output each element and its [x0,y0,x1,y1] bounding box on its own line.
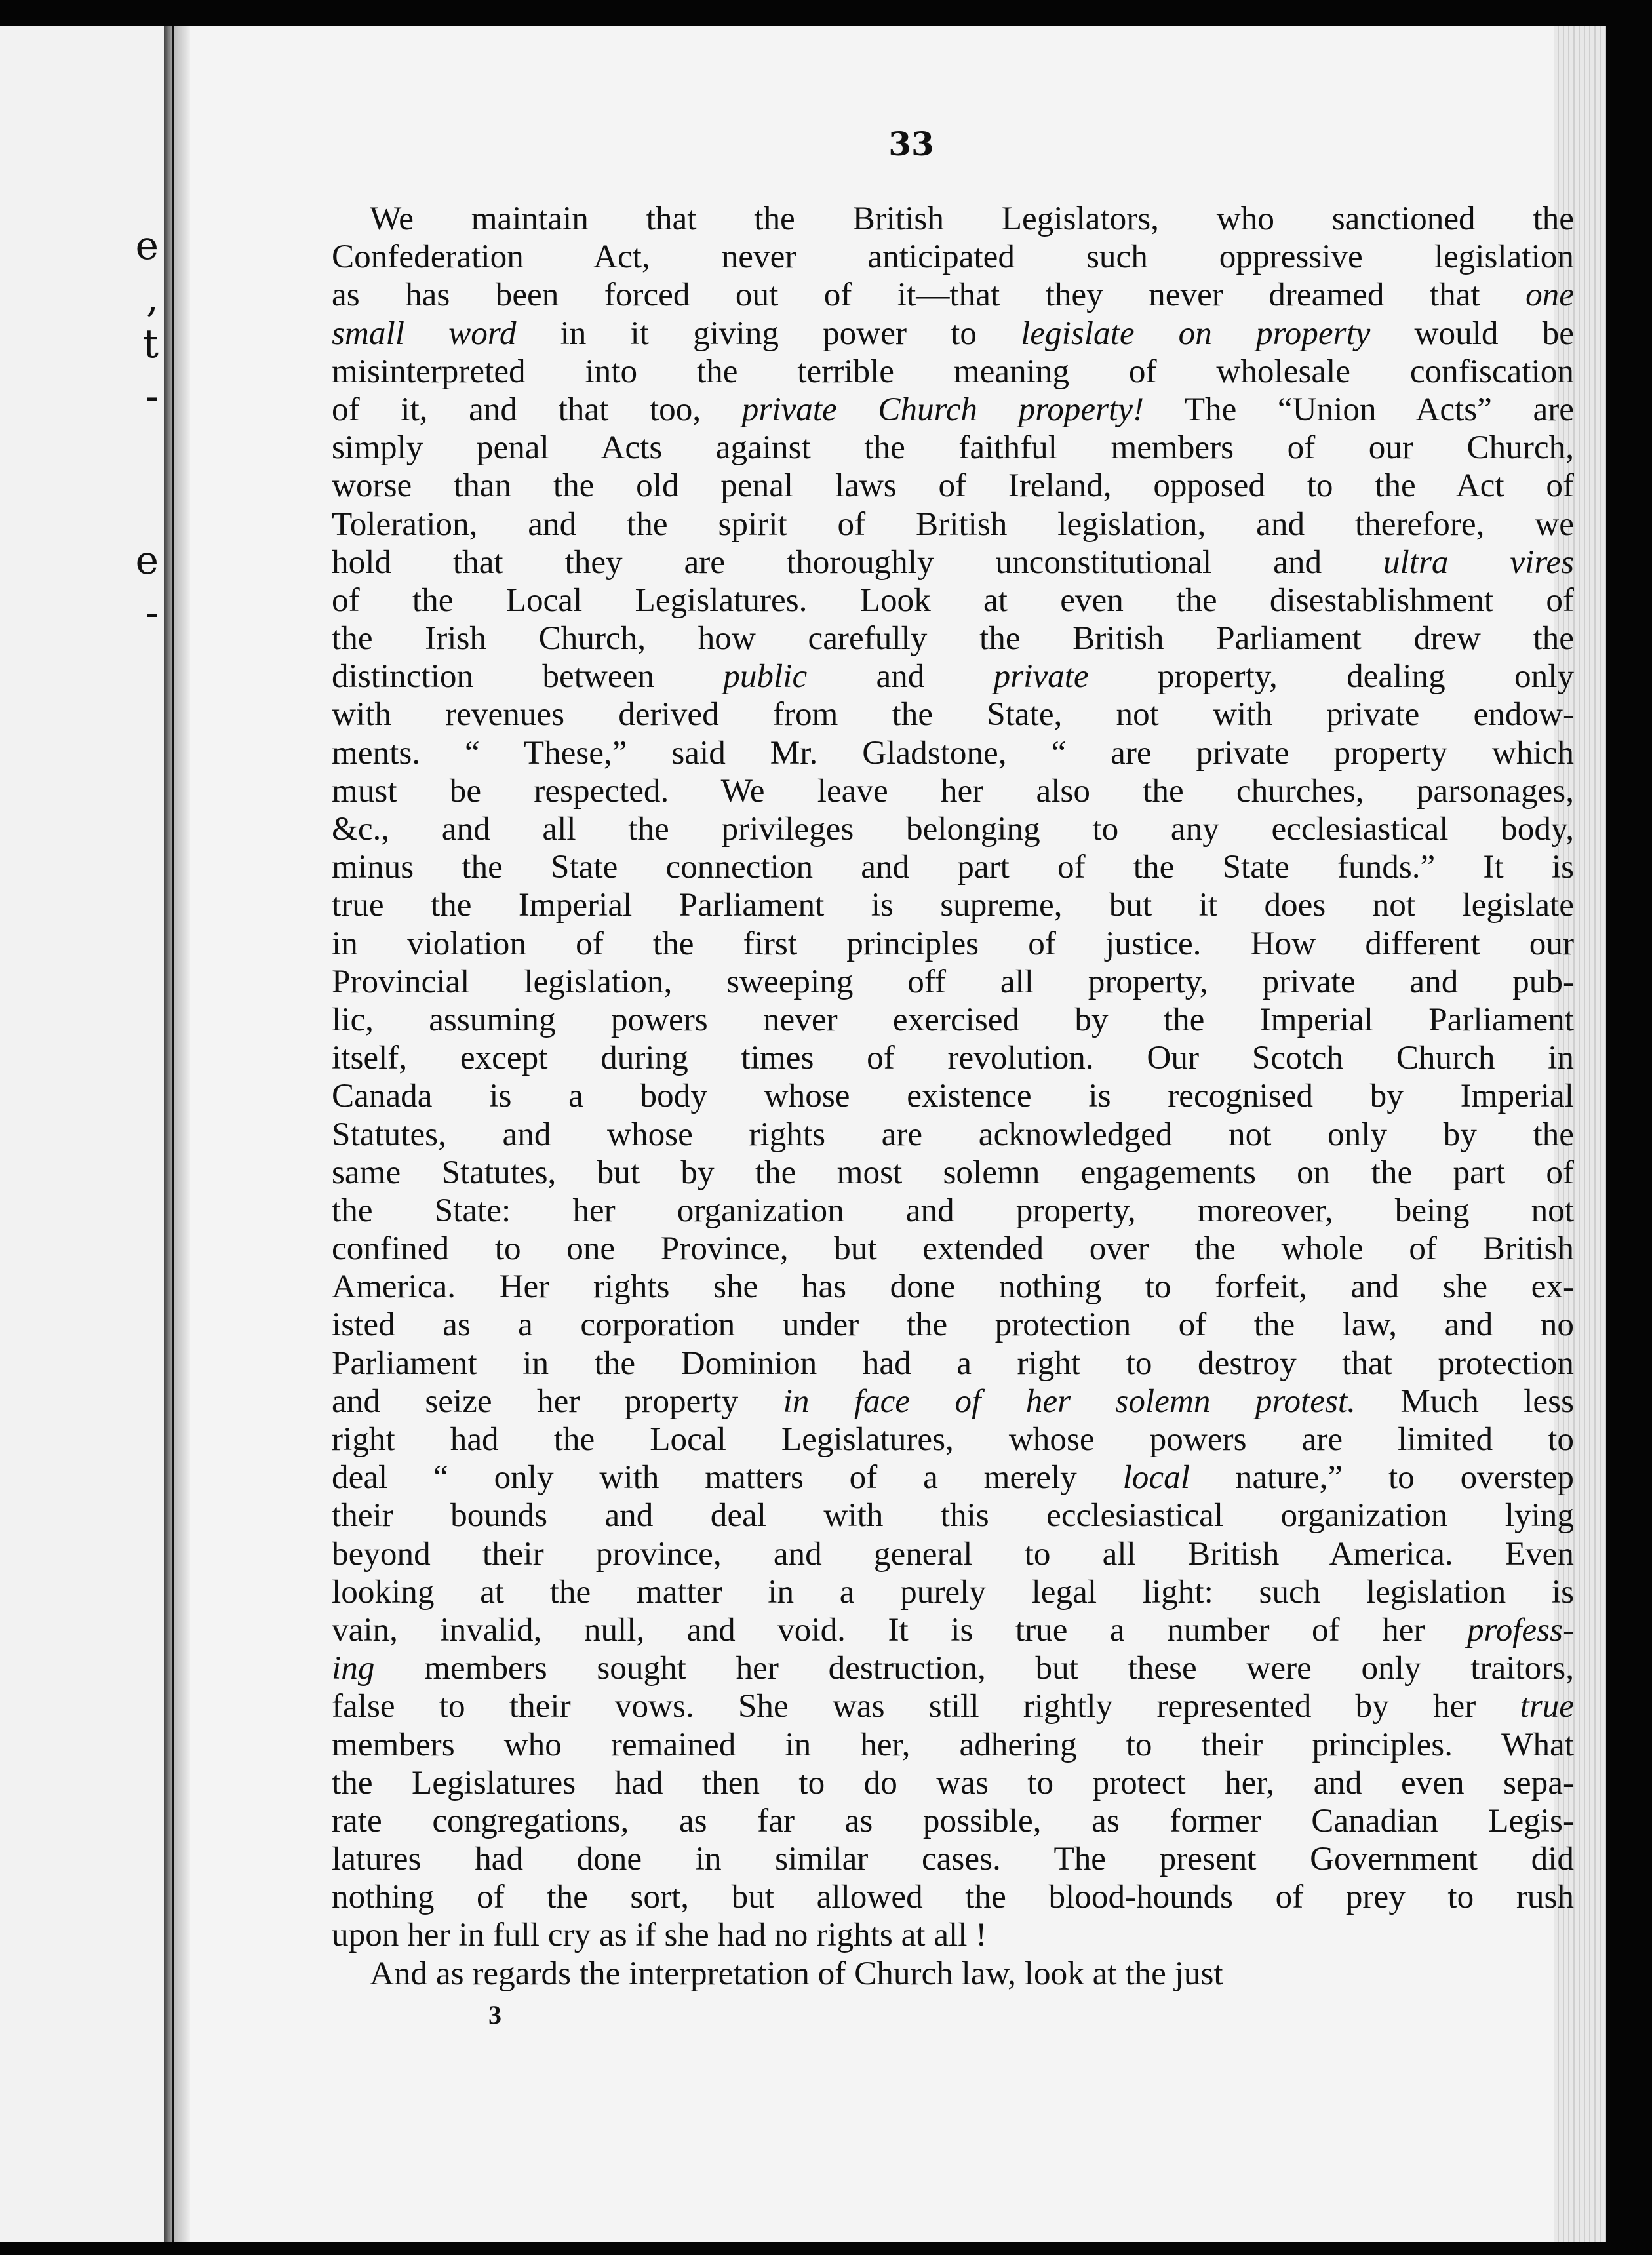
facing-page-marks [135,223,164,1141]
printer-signature-mark: 3 [488,2000,502,2030]
text-line [332,1535,1574,1573]
text-run: in violation of the first principles of justice. How different our [332,924,1574,962]
text-run: misinterpreted into the terrible meaning of wholesale confiscation [332,352,1574,390]
text-line [332,1687,1574,1725]
facing-page-mark: e [135,538,159,583]
text-line [332,200,1574,238]
text-line [332,1268,1574,1306]
text-run: ments. “ These,” said Mr. Gladstone, “ are private property which [332,734,1574,772]
italic-text: private Church property! [741,390,1145,428]
text-run: lic, assuming powers never exercised by the Imperial Parliament [332,1000,1574,1038]
text-line [332,1611,1574,1649]
italic-text: true [1520,1687,1574,1725]
text-run: We maintain that the British Legislators, who sanctioned the [370,200,1574,237]
text-run: and [807,657,994,696]
text-run: nothing of the sort, but allowed the blood-hounds of prey to rush [332,1878,1574,1916]
text-run: The “Union Acts” are [1144,390,1574,428]
italic-text: in face of her solemn protest. [783,1382,1356,1420]
text-run: worse than the old penal laws of Ireland, opposed to the Act of [332,467,1574,505]
facing-page-mark: - [145,374,159,420]
text-line [332,1382,1574,1421]
text-run: Toleration, and the spirit of British legislation, and therefore, we [332,505,1574,543]
text-line [332,505,1574,543]
page-number: 33 [888,125,934,163]
text-run: minus the State connection and part of the State funds.” It is [332,848,1574,886]
text-run: Provincial legislation, sweeping off all property, private and pub- [332,962,1574,1000]
text-run: confined to one Province, but extended over the whole of British [332,1230,1574,1268]
text-line [332,1421,1574,1459]
text-run: rate congregations, as far as possible, as former Canadian Legis- [332,1801,1574,1839]
italic-text: ultra vires [1383,543,1574,581]
text-line [332,1306,1574,1344]
text-line [332,1039,1574,1077]
text-line [332,1802,1574,1840]
text-run: same Statutes, but by the most solemn engagements on the part of [332,1153,1574,1191]
text-run: the State: her organization and property, moreover, being not [332,1191,1574,1229]
text-run: of the Local Legislatures. Look at even the disestablishment of [332,581,1574,619]
text-line [332,1840,1574,1878]
text-line [332,1726,1574,1764]
text-run: vain, invalid, null, and void. It is true a number of her [332,1611,1467,1649]
text-run: members sought her destruction, but these were only traitors, [374,1649,1574,1687]
text-run: Parliament in the Dominion had a right to destroy that protection [332,1344,1574,1382]
text-line [332,734,1574,772]
text-line [332,1916,1574,1954]
text-line [332,581,1574,619]
italic-text: private [993,657,1089,696]
text-run: simply penal Acts against the faithful members of our Church, [332,429,1574,467]
text-line [332,963,1574,1001]
text-run: Confederation Act, never anticipated such oppressive legislation [332,238,1574,276]
text-run: the Legislatures had then to do was to protect her, and even sepa- [332,1763,1574,1801]
text-line [332,391,1574,429]
binding-fold-line [172,26,174,2242]
text-run: Statutes, and whose rights are acknowledged not only by the [332,1115,1574,1153]
text-run: isted as a corporation under the protection of the law, and no [332,1306,1574,1344]
text-run: Canada is a body whose existence is recognised by Imperial [332,1077,1574,1115]
text-run: of it, and that too, [332,390,742,428]
text-line [332,1764,1574,1802]
facing-page-edge [0,26,166,2242]
text-line [332,1230,1574,1268]
text-line [332,1649,1574,1687]
text-run: nature,” to overstep [1189,1459,1574,1497]
binding-gutter [164,26,190,2242]
text-run: itself, except during times of revolution. Our Scotch Church in [332,1039,1574,1077]
text-line [332,810,1574,848]
text-line [332,429,1574,467]
text-line [332,1077,1574,1115]
italic-text: legislate on property [1021,314,1371,352]
text-line [332,1497,1574,1535]
italic-text: profess- [1466,1611,1574,1649]
text-line [332,353,1574,391]
text-run: as has been forced out of it—that they never dreamed that [332,276,1526,314]
text-line [332,467,1574,505]
text-line [332,543,1574,581]
facing-page-mark: e [135,223,159,269]
text-run: upon her in full cry as if she had no rights at all ! [332,1916,987,1954]
text-line [332,1001,1574,1039]
text-run: America. Her rights she has done nothing to forfeit, and she ex- [332,1268,1574,1306]
text-run: with revenues derived from the State, not with private endow- [332,696,1574,734]
text-run: in it giving power to [516,314,1021,352]
text-run: beyond their province, and general to all British America. Even [332,1535,1574,1573]
italic-text: public [723,657,808,696]
text-run: their bounds and deal with this ecclesiastical organization lying [332,1497,1574,1535]
text-line [332,1154,1574,1192]
text-line [332,1116,1574,1154]
text-line [332,772,1574,810]
body-text [332,200,1574,1993]
facing-page-mark: - [145,590,159,636]
text-line [332,1955,1574,1993]
text-run: must be respected. We leave her also the churches, parsonages, [332,772,1574,810]
text-run: Much less [1355,1382,1574,1420]
italic-text: ing [332,1649,375,1687]
italic-text: local [1122,1459,1190,1497]
text-run: false to their vows. She was still rightly represented by her [332,1687,1520,1725]
text-line [332,657,1574,696]
text-run: members who remained in her, adhering to their principles. What [332,1725,1574,1763]
text-line [332,848,1574,886]
text-line [332,1878,1574,1916]
text-line [332,1573,1574,1611]
text-run: the Irish Church, how carefully the British Parliament drew the [332,619,1574,657]
text-run: And as regards the interpretation of Church law, look at the just [370,1954,1223,1992]
text-line [332,1344,1574,1382]
text-run: hold that they are thoroughly unconstitutional and [332,543,1383,581]
text-line [332,886,1574,924]
text-run: looking at the matter in a purely legal light: such legislation is [332,1573,1574,1611]
text-run: right had the Local Legislatures, whose powers are limited to [332,1421,1574,1458]
text-run: and seize her property [332,1382,783,1420]
text-line [332,619,1574,657]
text-line [332,1459,1574,1497]
text-line [332,238,1574,276]
text-line [332,925,1574,963]
italic-text: one [1525,276,1574,314]
text-run: would be [1370,314,1574,352]
text-run: distinction between [332,657,724,696]
text-run: true the Imperial Parliament is supreme, but it does not legislate [332,886,1574,924]
text-line [332,276,1574,314]
facing-page-mark: t [142,321,159,367]
text-line [332,315,1574,353]
facing-page-mark: , [146,275,159,321]
italic-text: small word [332,314,517,352]
book-page [190,26,1606,2242]
text-run: property, dealing only [1088,657,1574,696]
text-line [332,1192,1574,1230]
text-line [332,696,1574,734]
text-run: deal “ only with matters of a merely [332,1459,1123,1497]
text-run: &c., and all the privileges belonging to any ecclesiastical body, [332,810,1574,848]
text-run: latures had done in similar cases. The present Government did [332,1840,1574,1878]
